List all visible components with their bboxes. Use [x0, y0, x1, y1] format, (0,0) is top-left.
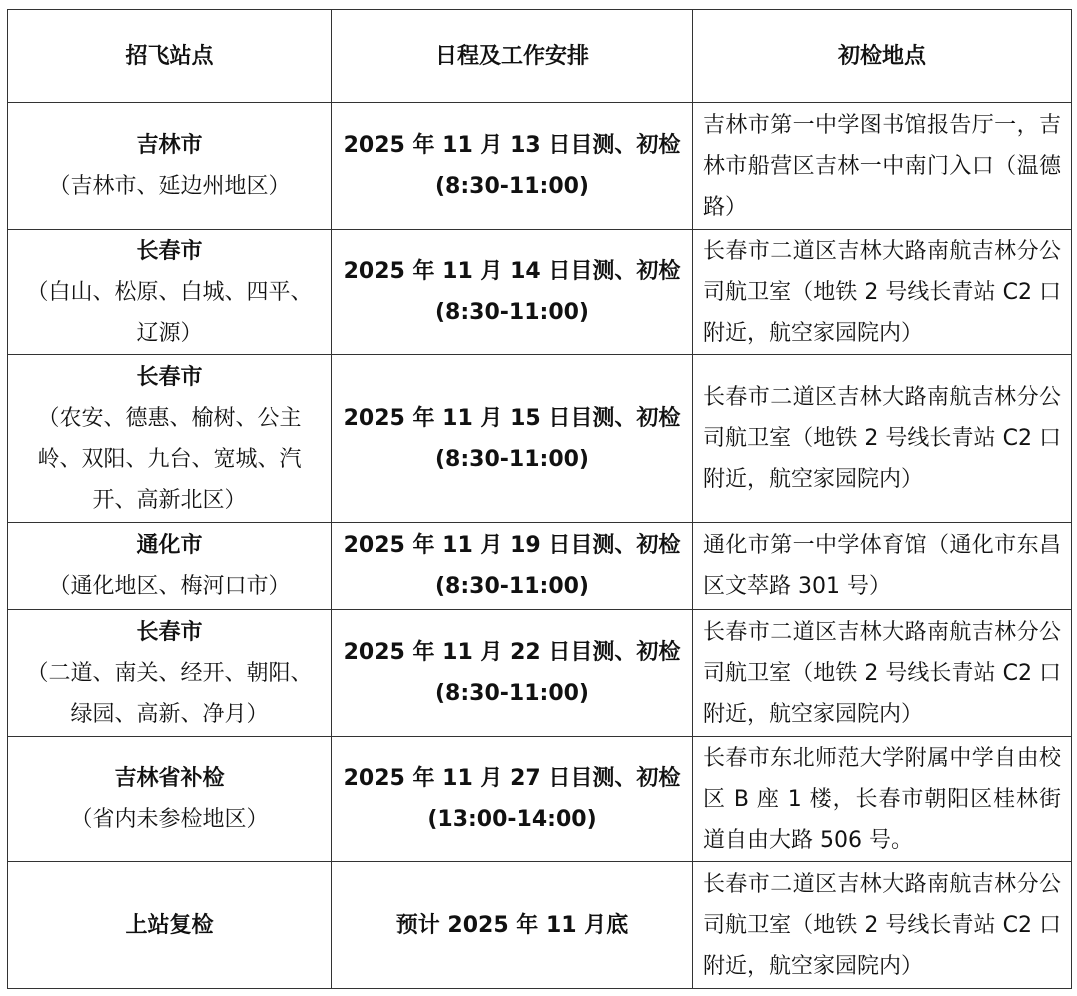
station-cell	[8, 610, 332, 737]
schedule-cell	[332, 610, 693, 737]
schedule-date: 2025 年 11 月 14 日目测、初检	[343, 259, 681, 284]
schedule-date: 2025 年 11 月 13 日目测、初检	[343, 133, 681, 158]
schedule-date: 2025 年 11 月 15 日目测、初检	[343, 405, 681, 431]
station-name: 上站复检	[125, 912, 214, 938]
schedule-cell	[332, 230, 693, 355]
station-area: （农安、德惠、榆树、公主岭、双阳、九台、宽城、汽开、高新北区）	[37, 405, 302, 513]
header-location: 初检地点	[693, 10, 1072, 103]
location-cell: 长春市二道区吉林大路南航吉林分公司航卫室（地铁 2 号线长青站 C2 口附近，航空家园院内）	[693, 862, 1072, 989]
station-area: （通化地区、梅河口市）	[48, 574, 291, 599]
location-cell: 通化市第一中学体育馆（通化市东昌区文萃路 301 号）	[693, 523, 1072, 610]
station-area: （吉林市、延边州地区）	[48, 174, 291, 199]
schedule-time: (8:30-11:00)	[435, 446, 589, 472]
table-row	[8, 862, 1072, 989]
schedule-cell	[332, 355, 693, 523]
station-name: 通化市	[136, 533, 203, 558]
station-cell	[8, 862, 332, 989]
schedule-time: (8:30-11:00)	[435, 681, 589, 706]
table-row	[8, 737, 1072, 862]
schedule-cell	[332, 737, 693, 862]
schedule-time: (8:30-11:00)	[435, 174, 589, 199]
location-cell: 长春市二道区吉林大路南航吉林分公司航卫室（地铁 2 号线长青站 C2 口附近，航空家园院内）	[693, 610, 1072, 737]
station-cell	[8, 230, 332, 355]
station-cell	[8, 523, 332, 610]
table-row	[8, 523, 1072, 610]
schedule-date: 预计 2025 年 11 月底	[395, 912, 629, 938]
table-row	[8, 610, 1072, 737]
table-row	[8, 103, 1072, 230]
location-cell: 长春市二道区吉林大路南航吉林分公司航卫室（地铁 2 号线长青站 C2 口附近，航空家园院内）	[693, 230, 1072, 355]
station-cell	[8, 737, 332, 862]
schedule-cell	[332, 103, 693, 230]
recruitment-schedule-table	[7, 9, 1072, 989]
station-area: （省内未参检地区）	[70, 807, 269, 832]
station-cell	[8, 355, 332, 523]
schedule-date: 2025 年 11 月 22 日目测、初检	[343, 640, 681, 665]
location-cell: 长春市二道区吉林大路南航吉林分公司航卫室（地铁 2 号线长青站 C2 口附近，航空家园院内）	[693, 355, 1072, 523]
location-cell: 长春市东北师范大学附属中学自由校区 B 座 1 楼，长春市朝阳区桂林街道自由大路 506 号。	[693, 737, 1072, 862]
schedule-time: (8:30-11:00)	[435, 300, 589, 325]
schedule-date: 2025 年 11 月 19 日目测、初检	[343, 533, 681, 558]
header-schedule: 日程及工作安排	[332, 10, 693, 103]
header-station: 招飞站点	[8, 10, 332, 103]
station-area: （白山、松原、白城、四平、辽源）	[26, 279, 313, 346]
schedule-cell	[332, 862, 693, 989]
station-name: 长春市	[136, 238, 203, 264]
table-row	[8, 230, 1072, 355]
schedule-date: 2025 年 11 月 27 日目测、初检	[343, 766, 681, 791]
header-row	[8, 10, 1072, 103]
station-area: （二道、南关、经开、朝阳、绿园、高新、净月）	[26, 660, 313, 727]
station-name: 长春市	[136, 619, 203, 645]
table-row	[8, 355, 1072, 523]
station-name: 吉林市	[136, 133, 203, 158]
schedule-time: (13:00-14:00)	[427, 807, 597, 832]
schedule-time: (8:30-11:00)	[435, 574, 589, 599]
schedule-cell	[332, 523, 693, 610]
station-name: 长春市	[136, 364, 203, 390]
station-name: 吉林省补检	[114, 766, 225, 791]
location-cell: 吉林市第一中学图书馆报告厅一，吉林市船营区吉林一中南门入口（温德路）	[693, 103, 1072, 230]
station-cell	[8, 103, 332, 230]
